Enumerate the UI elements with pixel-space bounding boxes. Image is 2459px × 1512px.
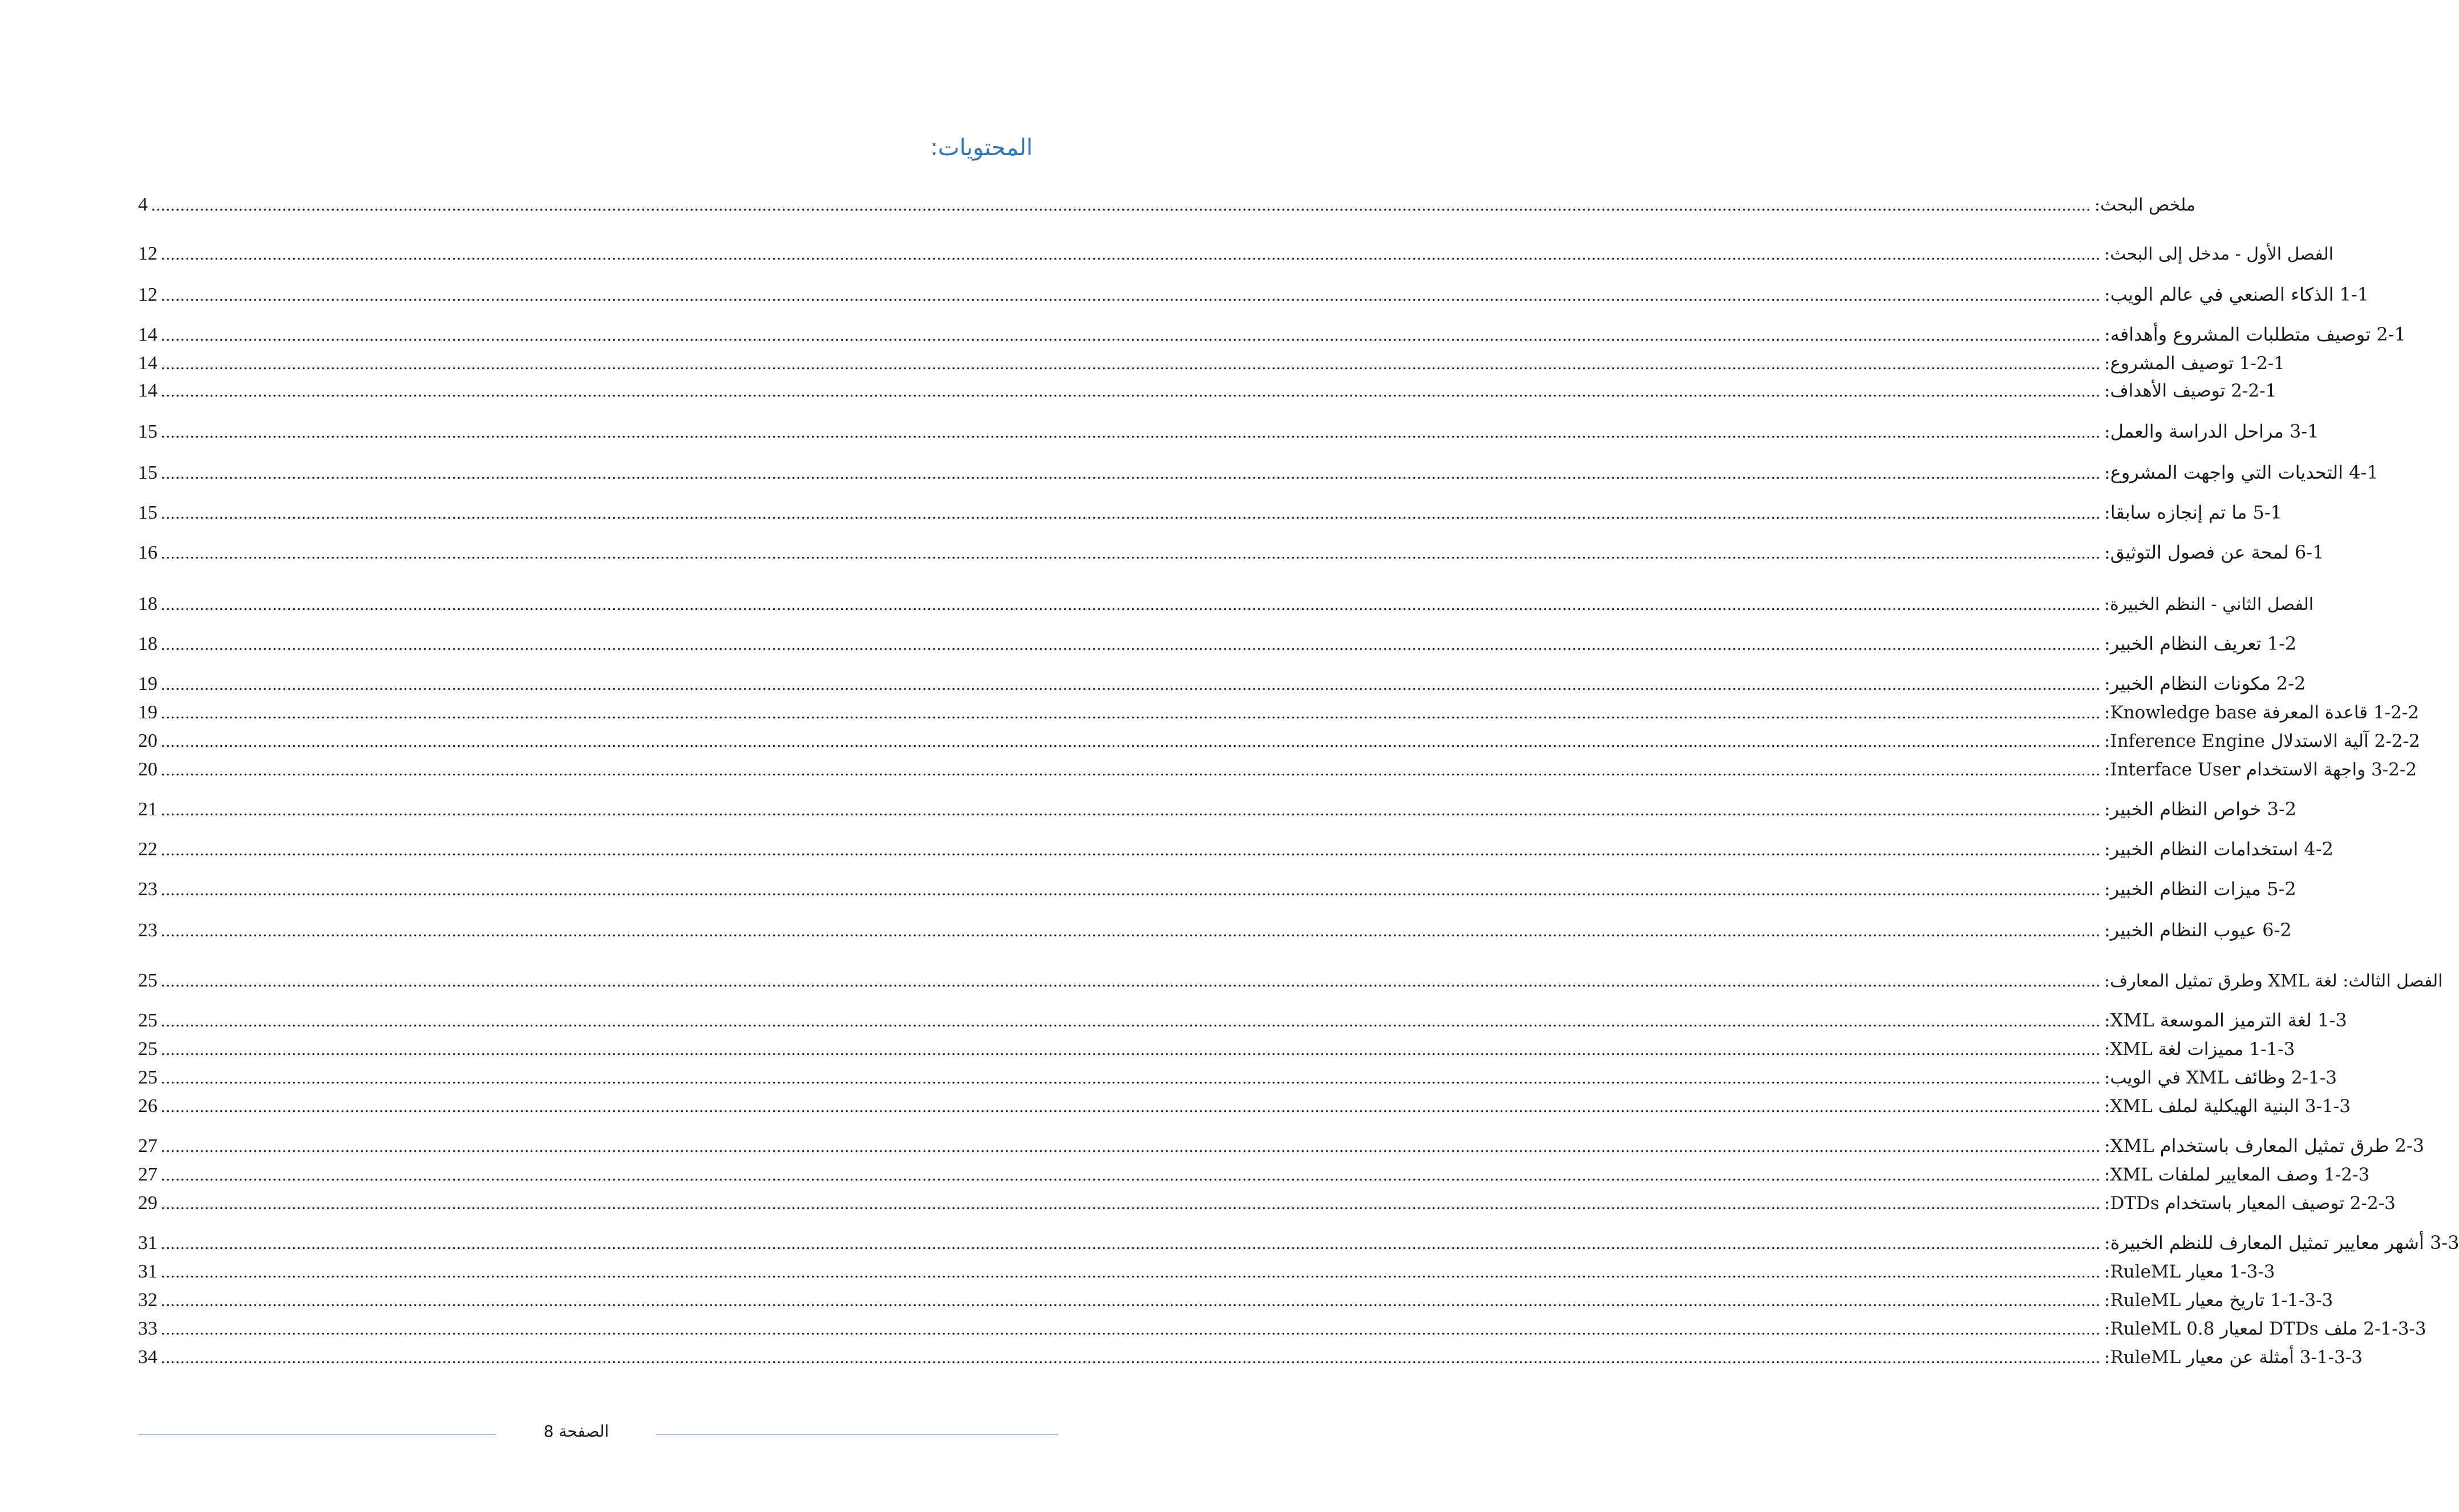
toc-page-number: 22	[138, 839, 157, 860]
toc-entry[interactable]	[138, 421, 2319, 442]
toc-entry-title: 3-1-3 البنية الهيكلية لملف XML:	[2104, 1096, 2351, 1117]
toc-page-number: 18	[138, 593, 157, 614]
footer-divider-right	[656, 1434, 1058, 1435]
toc-entry-title: 2-2-2 آلية الاستدلال Inference Engine:	[2104, 731, 2420, 751]
toc-entry-title: 1-1 الذكاء الصنعي في عالم الويب:	[2104, 284, 2369, 305]
toc-page-number: 23	[138, 920, 157, 941]
toc-entry-title: 2-3 طرق تمثيل المعارف باستخدام XML:	[2104, 1135, 2425, 1157]
toc-dot-leader: ................................................................................................................................................................................................................................................................................................................................................................................................................	[161, 595, 2101, 614]
toc-entry-title: 2-2-3 توصيف المعيار باستخدام DTDs:	[2104, 1193, 2396, 1214]
toc-dot-leader: ................................................................................................................................................................................................................................................................................................................................................................................................................	[161, 1012, 2101, 1030]
toc-dot-leader: ................................................................................................................................................................................................................................................................................................................................................................................................................	[161, 464, 2101, 483]
toc-entry[interactable]	[138, 593, 2314, 614]
toc-entry-title: الفصل الثالث: لغة XML وطرق تمثيل المعارف:	[2104, 971, 2443, 991]
toc-page-number: 27	[138, 1164, 157, 1185]
toc-entry[interactable]	[138, 1192, 2396, 1214]
toc-entry-title: 6-2 عيوب النظام الخبير:	[2104, 919, 2292, 941]
toc-page-number: 14	[138, 353, 157, 374]
toc-page-number: 18	[138, 633, 157, 654]
toc-dot-leader: ................................................................................................................................................................................................................................................................................................................................................................................................................	[161, 761, 2101, 779]
page-title: المحتويات:	[930, 135, 1033, 161]
footer-divider-left	[138, 1434, 496, 1435]
toc-entry[interactable]	[138, 838, 2333, 860]
toc-entry[interactable]	[138, 759, 2417, 780]
toc-entry-title: 3-1-3-3 أمثلة عن معيار RuleML:	[2104, 1347, 2363, 1368]
toc-page-number: 25	[138, 970, 157, 991]
toc-entry[interactable]	[138, 1038, 2295, 1060]
toc-page-number: 31	[138, 1261, 157, 1282]
toc-entry[interactable]	[138, 702, 2419, 723]
toc-entry[interactable]	[138, 324, 2406, 345]
toc-entry[interactable]	[138, 541, 2324, 563]
toc-dot-leader: ................................................................................................................................................................................................................................................................................................................................................................................................................	[161, 544, 2101, 563]
toc-entry[interactable]	[138, 1164, 2370, 1185]
toc-dot-leader: ................................................................................................................................................................................................................................................................................................................................................................................................................	[161, 382, 2101, 401]
toc-entry-title: 3-2-2 واجهة الاستخدام Interface User:	[2104, 759, 2417, 780]
toc-page-number: 14	[138, 324, 157, 345]
toc-page-number: 15	[138, 421, 157, 442]
toc-page-number: 20	[138, 730, 157, 751]
toc-entry[interactable]	[138, 502, 2282, 523]
toc-entry-title: 1-1-3-3 تاريخ معيار RuleML:	[2104, 1290, 2333, 1311]
toc-entry-title: 2-2 مكونات النظام الخبير:	[2104, 673, 2306, 694]
toc-page-number: 25	[138, 1067, 157, 1088]
toc-dot-leader: ................................................................................................................................................................................................................................................................................................................................................................................................................	[161, 326, 2101, 345]
toc-page-number: 14	[138, 380, 157, 401]
toc-dot-leader: ................................................................................................................................................................................................................................................................................................................................................................................................................	[161, 921, 2101, 940]
toc-page-number: 12	[138, 284, 157, 305]
toc-dot-leader: ................................................................................................................................................................................................................................................................................................................................................................................................................	[161, 1137, 2101, 1156]
toc-dot-leader: ................................................................................................................................................................................................................................................................................................................................................................................................................	[161, 354, 2101, 373]
toc-page-number: 34	[138, 1347, 157, 1368]
toc-page-number: 19	[138, 673, 157, 694]
toc-page-number: 29	[138, 1192, 157, 1214]
toc-entry-title: 2-1-3 وظائف XML في الويب:	[2104, 1068, 2337, 1088]
toc-entry-title: 1-2-2 قاعدة المعرفة Knowledge base:	[2104, 702, 2419, 723]
toc-dot-leader: ................................................................................................................................................................................................................................................................................................................................................................................................................	[161, 423, 2101, 442]
toc-entry-title: ملخص البحث:	[2094, 195, 2196, 215]
toc-page-number: 25	[138, 1038, 157, 1060]
toc-entry[interactable]	[138, 194, 2196, 215]
toc-entry[interactable]	[138, 462, 2379, 483]
toc-entry[interactable]	[138, 243, 2333, 264]
toc-entry-title: 1-2 تعريف النظام الخبير:	[2104, 633, 2297, 654]
toc-entry[interactable]	[138, 284, 2369, 305]
toc-entry[interactable]	[138, 798, 2297, 820]
toc-dot-leader: ................................................................................................................................................................................................................................................................................................................................................................................................................	[161, 1069, 2101, 1087]
toc-entry-title: 4-1 التحديات التي واجهت المشروع:	[2104, 462, 2379, 483]
toc-dot-leader: ................................................................................................................................................................................................................................................................................................................................................................................................................	[161, 704, 2101, 722]
toc-page-number: 23	[138, 879, 157, 900]
toc-entry[interactable]	[138, 1135, 2425, 1157]
toc-page-number: 20	[138, 759, 157, 780]
toc-entry[interactable]	[138, 633, 2297, 654]
toc-dot-leader: ................................................................................................................................................................................................................................................................................................................................................................................................................	[161, 972, 2101, 991]
toc-page-number: 12	[138, 243, 157, 264]
toc-entry[interactable]	[138, 353, 2285, 374]
toc-page-number: 27	[138, 1135, 157, 1157]
toc-entry-title: 5-2 ميزات النظام الخبير:	[2104, 878, 2296, 900]
toc-entry-title: 3-2 خواص النظام الخبير:	[2104, 798, 2297, 820]
toc-dot-leader: ................................................................................................................................................................................................................................................................................................................................................................................................................	[161, 286, 2101, 305]
toc-dot-leader: ................................................................................................................................................................................................................................................................................................................................................................................................................	[161, 635, 2101, 654]
toc-dot-leader: ................................................................................................................................................................................................................................................................................................................................................................................................................	[161, 840, 2101, 859]
toc-entry[interactable]	[138, 1318, 2426, 1339]
toc-page-number: 15	[138, 462, 157, 483]
toc-entry-title: 6-1 لمحة عن فصول التوثيق:	[2104, 541, 2324, 563]
toc-page-number: 32	[138, 1289, 157, 1311]
toc-page-number: 16	[138, 542, 157, 563]
toc-page-number: 31	[138, 1232, 157, 1254]
toc-entry-title: 2-1-3-3 ملف DTDs لمعيار RuleML 0.8:	[2104, 1319, 2426, 1339]
toc-entry[interactable]	[138, 1009, 2347, 1031]
toc-dot-leader: ................................................................................................................................................................................................................................................................................................................................................................................................................	[161, 1320, 2101, 1339]
toc-entry-title: 5-1 ما تم إنجازه سابقا:	[2104, 502, 2282, 523]
toc-dot-leader: ................................................................................................................................................................................................................................................................................................................................................................................................................	[161, 1166, 2101, 1184]
toc-dot-leader: ................................................................................................................................................................................................................................................................................................................................................................................................................	[161, 1194, 2101, 1213]
toc-entry-title: الفصل الأول - مدخل إلى البحث:	[2104, 244, 2333, 264]
toc-entry[interactable]	[138, 919, 2292, 941]
toc-entry[interactable]	[138, 673, 2306, 694]
toc-entry[interactable]	[138, 1232, 2459, 1254]
toc-page-number: 33	[138, 1318, 157, 1339]
toc-page-number: 25	[138, 1010, 157, 1031]
toc-entry[interactable]	[138, 380, 2277, 401]
toc-dot-leader: ................................................................................................................................................................................................................................................................................................................................................................................................................	[161, 1263, 2101, 1281]
toc-page-number: 15	[138, 502, 157, 523]
toc-entry[interactable]	[138, 1347, 2363, 1368]
toc-entry-title: 3-3 أشهر معايير تمثيل المعارف للنظم الخبيرة:	[2104, 1232, 2459, 1254]
toc-entry-title: 4-2 استخدامات النظام الخبير:	[2104, 838, 2333, 860]
toc-entry-title: الفصل الثاني - النظم الخبيرة:	[2104, 595, 2314, 614]
toc-page-number: 26	[138, 1095, 157, 1117]
toc-dot-leader: ................................................................................................................................................................................................................................................................................................................................................................................................................	[151, 196, 2091, 215]
toc-entry-title: 1-1-3 مميزات لغة XML:	[2104, 1039, 2295, 1060]
toc-entry[interactable]	[138, 878, 2296, 900]
toc-entry[interactable]	[138, 1095, 2351, 1117]
toc-entry-title: 3-1 مراحل الدراسة والعمل:	[2104, 421, 2319, 442]
toc-dot-leader: ................................................................................................................................................................................................................................................................................................................................................................................................................	[161, 1234, 2101, 1253]
toc-dot-leader: ................................................................................................................................................................................................................................................................................................................................................................................................................	[161, 1097, 2101, 1116]
toc-dot-leader: ................................................................................................................................................................................................................................................................................................................................................................................................................	[161, 245, 2101, 264]
toc-entry-title: 1-2-3 وصف المعايير لملفات XML:	[2104, 1165, 2370, 1185]
toc-page-number: 19	[138, 702, 157, 723]
toc-entry-title: 1-3 لغة الترميز الموسعة XML:	[2104, 1009, 2347, 1031]
toc-dot-leader: ................................................................................................................................................................................................................................................................................................................................................................................................................	[161, 732, 2101, 751]
toc-entry-title: 2-1 توصيف متطلبات المشروع وأهدافه:	[2104, 324, 2406, 345]
toc-dot-leader: ................................................................................................................................................................................................................................................................................................................................................................................................................	[161, 1040, 2101, 1059]
toc-dot-leader: ................................................................................................................................................................................................................................................................................................................................................................................................................	[161, 1348, 2101, 1367]
page-number-footer: الصفحة 8	[543, 1422, 609, 1441]
toc-entry-title: 2-2-1 توصيف الأهداف:	[2104, 381, 2277, 401]
toc-entry[interactable]	[138, 1067, 2337, 1088]
toc-dot-leader: ................................................................................................................................................................................................................................................................................................................................................................................................................	[161, 801, 2101, 819]
toc-entry-title: 1-2-1 توصيف المشروع:	[2104, 353, 2285, 374]
toc-entry[interactable]	[138, 1289, 2333, 1311]
toc-entry[interactable]	[138, 730, 2420, 751]
toc-page-number: 4	[138, 194, 148, 215]
toc-dot-leader: ................................................................................................................................................................................................................................................................................................................................................................................................................	[161, 1291, 2101, 1310]
toc-dot-leader: ................................................................................................................................................................................................................................................................................................................................................................................................................	[161, 675, 2101, 694]
toc-dot-leader: ................................................................................................................................................................................................................................................................................................................................................................................................................	[161, 880, 2101, 899]
toc-entry-title: 1-3-3 معيار RuleML:	[2104, 1262, 2275, 1282]
toc-page-number: 21	[138, 799, 157, 820]
toc-entry[interactable]	[138, 970, 2443, 991]
toc-dot-leader: ................................................................................................................................................................................................................................................................................................................................................................................................................	[161, 504, 2101, 523]
toc-entry[interactable]	[138, 1261, 2275, 1282]
